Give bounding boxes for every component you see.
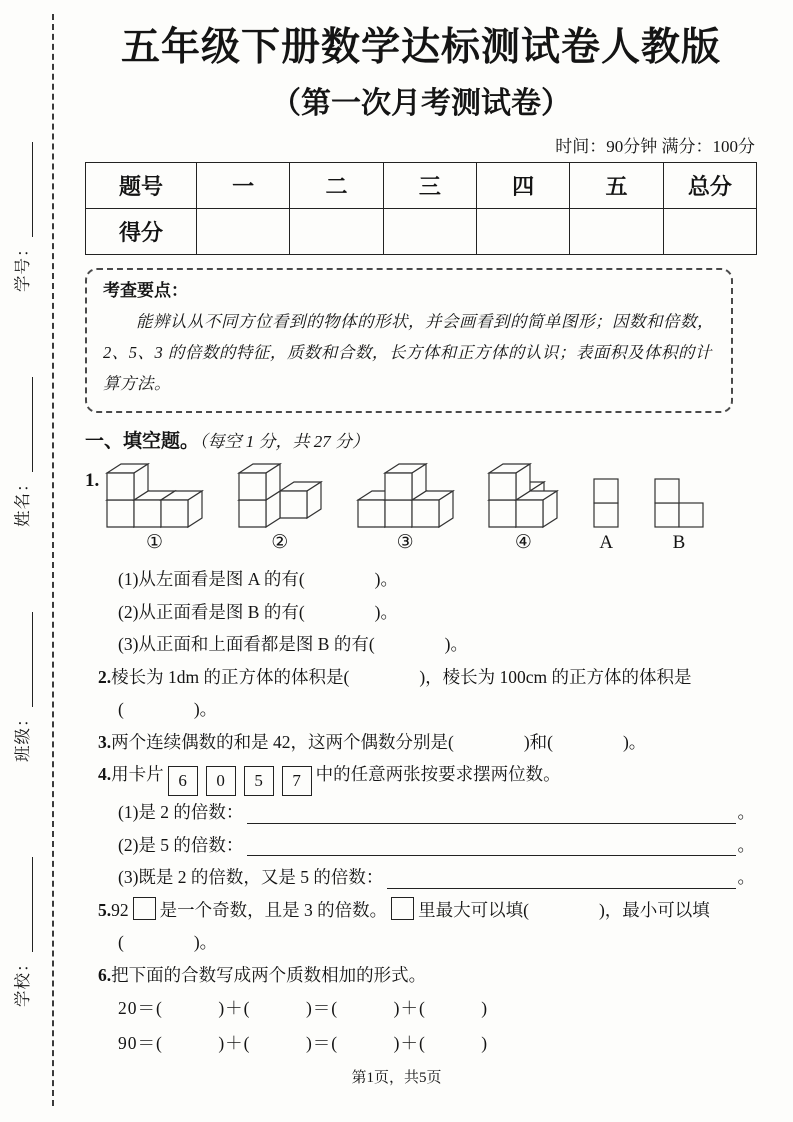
question-number: 4. — [98, 764, 112, 784]
paper-subtitle: （第一次月考测试卷） — [271, 87, 571, 120]
digit-card: 6 — [168, 766, 198, 796]
cube-diagram-① — [105, 462, 204, 529]
student-name-blank-line — [18, 378, 33, 473]
section-1-heading — [85, 428, 757, 456]
question-1-figures — [85, 462, 705, 555]
question-text: (1)是 2 的倍数： — [118, 802, 244, 822]
question-line — [85, 563, 757, 596]
question-text: 。 — [737, 867, 755, 887]
question-text: 把下面的合数写成两个质数相加的形式。 — [111, 964, 427, 985]
question-text: 。 — [737, 802, 755, 822]
question-line — [85, 991, 757, 1026]
student-id-label: 学号： — [13, 239, 32, 292]
question-text: 90＝( )＋( )＝( )＋( ) — [118, 1033, 489, 1053]
blank-square-box — [133, 897, 156, 920]
figure-caption: B — [672, 532, 686, 553]
fill-in-questions — [85, 563, 757, 1061]
figure-caption: ① — [145, 532, 164, 553]
question-number: 5. — [98, 899, 112, 920]
header-cell: 四 — [476, 163, 569, 209]
question-text: 。 — [737, 834, 755, 855]
score-cell — [570, 209, 663, 255]
figure-④ — [487, 462, 559, 555]
question-line — [85, 959, 757, 992]
question-line — [85, 758, 757, 796]
student-id-blank-line — [18, 143, 33, 238]
header-cell: 题号 — [86, 163, 197, 209]
question-text: (3)既是 2 的倍数，又是 5 的倍数： — [118, 867, 384, 887]
page-footer: 第1页，共5页 — [351, 1070, 442, 1086]
class-label: 班级： — [13, 709, 32, 762]
header-cell: 三 — [383, 163, 476, 209]
figure-caption: ② — [271, 532, 289, 553]
question-text: 中的任意两张按要求摆两位数。 — [315, 764, 561, 784]
score-cell — [383, 209, 476, 255]
margin-field-school — [11, 837, 33, 1007]
question-line — [85, 1026, 757, 1061]
figure-caption: ④ — [514, 532, 532, 553]
figure-caption: ③ — [396, 532, 414, 553]
cube-diagram-③ — [356, 462, 455, 529]
cube-diagram-② — [237, 462, 323, 529]
key-points-title: 考查要点： — [103, 281, 188, 300]
blank-square-box — [391, 897, 414, 920]
question-text: 20＝( )＋( )＝( )＋( ) — [118, 998, 489, 1018]
question-line — [85, 661, 757, 694]
digit-card: 0 — [206, 766, 236, 796]
header-cell: 一 — [197, 163, 290, 209]
answer-line — [247, 855, 735, 856]
paper-content — [85, 0, 757, 1061]
score-cell — [290, 209, 383, 255]
question-line — [85, 861, 757, 894]
question-text: 92 — [111, 899, 129, 920]
question-line — [85, 628, 757, 661]
score-cell — [197, 209, 290, 255]
answer-line — [247, 823, 735, 824]
margin-field-class — [11, 592, 33, 762]
margin-field-student-id — [11, 122, 33, 292]
answer-line — [387, 888, 735, 889]
cube-diagram-A — [592, 477, 620, 529]
cube-diagram-B — [653, 477, 705, 529]
question-text: (2)是 5 的倍数： — [118, 834, 244, 855]
digit-card: 7 — [282, 766, 312, 796]
question-line — [85, 693, 757, 726]
key-points-box — [85, 268, 733, 413]
question-text: 是一个奇数，且是 3 的倍数。 — [159, 899, 388, 920]
question-1-number: 1. — [85, 470, 100, 491]
school-blank-line — [18, 858, 33, 953]
question-text: 棱长为 1dm 的正方体的体积是( )，棱长为 100cm 的正方体的体积是 — [111, 666, 692, 687]
question-line — [85, 894, 757, 927]
question-text: ( )。 — [118, 699, 218, 719]
question-line — [85, 796, 757, 829]
score-table — [85, 162, 757, 255]
figure-② — [237, 462, 323, 555]
score-cell — [663, 209, 756, 255]
score-cell: 得分 — [86, 209, 197, 255]
question-line — [85, 926, 757, 959]
question-text: (1)从左面看是图 A 的有( )。 — [118, 569, 398, 589]
section-1-title: 一、填空题。 — [85, 431, 200, 452]
margin-field-student-name — [11, 357, 33, 527]
key-points-body: 能辨认从不同方位看到的物体的形状，并会画看到的简单图形；因数和倍数，2、5、3 的倍数的特征，质数和合数，长方体和正方体的认识；表面积及体积的计算方法。 — [103, 312, 714, 393]
header-cell: 总分 — [663, 163, 756, 209]
question-text: (3)从正面和上面看都是图 B 的有( )。 — [118, 634, 468, 654]
time-score-meta: 时间：90分钟 满分：100分 — [555, 137, 755, 156]
student-name-label: 姓名： — [13, 474, 32, 527]
score-row — [86, 209, 757, 255]
paper-title: 五年级下册数学达标测试卷人教版 — [120, 26, 721, 69]
binding-dashed-line — [52, 14, 54, 1106]
figure-A — [592, 477, 620, 555]
class-blank-line — [18, 613, 33, 708]
question-line — [85, 829, 757, 862]
question-text: 用卡片 — [111, 764, 164, 784]
question-text: ( )。 — [118, 932, 218, 952]
question-line — [85, 596, 757, 629]
figure-③ — [356, 462, 455, 555]
question-number: 6. — [98, 964, 112, 985]
figure-B — [653, 477, 705, 555]
score-cell — [476, 209, 569, 255]
figure-caption: A — [599, 532, 614, 553]
question-number: 3. — [98, 731, 112, 752]
digit-card: 5 — [244, 766, 274, 796]
question-text: 两个连续偶数的和是 42，这两个偶数分别是( )和( )。 — [111, 731, 647, 752]
header-cell: 二 — [290, 163, 383, 209]
section-1-note: （每空 1 分，共 27 分） — [199, 432, 370, 451]
question-text: 里最大可以填( )，最小可以填 — [418, 899, 710, 920]
question-line — [85, 726, 757, 759]
question-number: 2. — [98, 666, 112, 687]
header-cell: 五 — [570, 163, 663, 209]
figure-① — [105, 462, 204, 555]
header-row — [86, 163, 757, 209]
cube-diagram-④ — [487, 462, 559, 529]
school-label: 学校： — [13, 954, 32, 1007]
question-text: (2)从正面看是图 B 的有( )。 — [118, 601, 398, 622]
